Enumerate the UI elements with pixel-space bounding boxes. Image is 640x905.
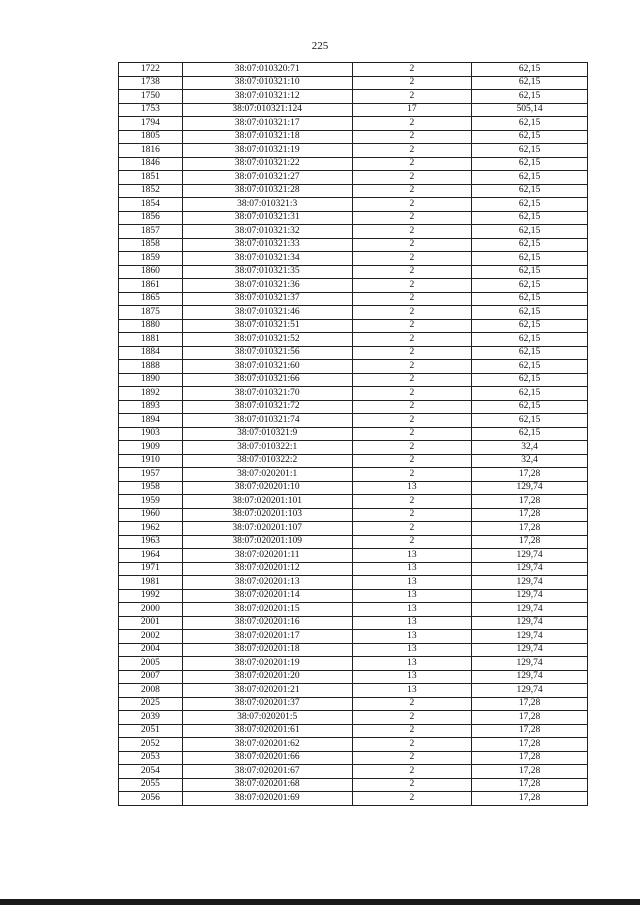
cadastral-number-cell: 38:07:010321:72 [182,400,352,414]
value-cell: 62,15 [472,171,588,185]
table-row [119,414,588,428]
table-row [119,616,588,630]
row-number-cell: 1957 [119,468,183,482]
row-number-cell: 1851 [119,171,183,185]
quantity-cell: 2 [352,522,472,536]
cadastral-number-cell: 38:07:020201:1 [182,468,352,482]
row-number-cell: 1910 [119,454,183,468]
value-cell: 129,74 [472,657,588,671]
cadastral-number-cell: 38:07:010321:28 [182,184,352,198]
table-row [119,279,588,293]
cadastral-number-cell: 38:07:020201:69 [182,792,352,806]
value-cell: 62,15 [472,333,588,347]
value-cell: 129,74 [472,562,588,576]
value-cell: 62,15 [472,144,588,158]
cadastral-number-cell: 38:07:020201:16 [182,616,352,630]
table-row [119,549,588,563]
quantity-cell: 2 [352,225,472,239]
value-cell: 17,28 [472,738,588,752]
cadastral-number-cell: 38:07:010321:46 [182,306,352,320]
value-cell: 62,15 [472,400,588,414]
cadastral-number-cell: 38:07:010321:34 [182,252,352,266]
quantity-cell: 2 [352,319,472,333]
value-cell: 17,28 [472,778,588,792]
table-row [119,603,588,617]
value-cell: 505,14 [472,103,588,117]
cadastral-number-cell: 38:07:010322:2 [182,454,352,468]
row-number-cell: 1880 [119,319,183,333]
cadastral-number-cell: 38:07:010321:66 [182,373,352,387]
quantity-cell: 2 [352,117,472,131]
row-number-cell: 1960 [119,508,183,522]
table-row [119,76,588,90]
value-cell: 62,15 [472,279,588,293]
table-row [119,130,588,144]
value-cell: 62,15 [472,306,588,320]
quantity-cell: 2 [352,468,472,482]
row-number-cell: 1816 [119,144,183,158]
value-cell: 62,15 [472,238,588,252]
value-cell: 62,15 [472,373,588,387]
quantity-cell: 13 [352,670,472,684]
table-row [119,252,588,266]
quantity-cell: 2 [352,751,472,765]
quantity-cell: 2 [352,697,472,711]
cadastral-number-cell: 38:07:020201:14 [182,589,352,603]
table-row [119,211,588,225]
quantity-cell: 2 [352,535,472,549]
quantity-cell: 2 [352,333,472,347]
table-row [119,711,588,725]
cadastral-number-cell: 38:07:010321:9 [182,427,352,441]
row-number-cell: 2007 [119,670,183,684]
row-number-cell: 1856 [119,211,183,225]
cadastral-number-cell: 38:07:010321:12 [182,90,352,104]
cadastral-number-cell: 38:07:020201:62 [182,738,352,752]
quantity-cell: 2 [352,738,472,752]
value-cell: 62,15 [472,63,588,77]
row-number-cell: 1892 [119,387,183,401]
row-number-cell: 1894 [119,414,183,428]
row-number-cell: 1861 [119,279,183,293]
table-row [119,441,588,455]
quantity-cell: 2 [352,441,472,455]
value-cell: 17,28 [472,508,588,522]
quantity-cell: 13 [352,603,472,617]
row-number-cell: 2004 [119,643,183,657]
quantity-cell: 2 [352,63,472,77]
table-row [119,751,588,765]
row-number-cell: 1750 [119,90,183,104]
row-number-cell: 2053 [119,751,183,765]
quantity-cell: 2 [352,144,472,158]
cadastral-number-cell: 38:07:010321:17 [182,117,352,131]
cadastral-number-cell: 38:07:010321:124 [182,103,352,117]
quantity-cell: 2 [352,265,472,279]
table-row [119,576,588,590]
value-cell: 62,15 [472,360,588,374]
table-row [119,400,588,414]
cadastral-number-cell: 38:07:020201:11 [182,549,352,563]
row-number-cell: 1909 [119,441,183,455]
table-row [119,63,588,77]
table-row [119,184,588,198]
table-row [119,225,588,239]
cadastral-number-cell: 38:07:010321:22 [182,157,352,171]
quantity-cell: 13 [352,630,472,644]
cadastral-number-cell: 38:07:010321:52 [182,333,352,347]
table-row [119,333,588,347]
table-row [119,468,588,482]
scan-bottom-edge [0,899,640,905]
quantity-cell: 13 [352,576,472,590]
row-number-cell: 1893 [119,400,183,414]
cadastral-number-cell: 38:07:010321:74 [182,414,352,428]
cadastral-number-cell: 38:07:010321:18 [182,130,352,144]
table-row [119,724,588,738]
value-cell: 62,15 [472,198,588,212]
value-cell: 17,28 [472,765,588,779]
table-row [119,454,588,468]
value-cell: 17,28 [472,724,588,738]
value-cell: 62,15 [472,319,588,333]
cadastral-number-cell: 38:07:020201:66 [182,751,352,765]
table-row [119,427,588,441]
table-row [119,157,588,171]
quantity-cell: 13 [352,589,472,603]
quantity-cell: 13 [352,549,472,563]
cadastral-number-cell: 38:07:020201:12 [182,562,352,576]
value-cell: 129,74 [472,670,588,684]
row-number-cell: 1958 [119,481,183,495]
page-number: 225 [311,40,329,52]
row-number-cell: 1959 [119,495,183,509]
quantity-cell: 2 [352,279,472,293]
row-number-cell: 1865 [119,292,183,306]
row-number-cell: 1722 [119,63,183,77]
cadastral-number-cell: 38:07:010321:33 [182,238,352,252]
row-number-cell: 1903 [119,427,183,441]
value-cell: 129,74 [472,684,588,698]
quantity-cell: 2 [352,711,472,725]
value-cell: 17,28 [472,495,588,509]
table-row [119,346,588,360]
row-number-cell: 1875 [119,306,183,320]
quantity-cell: 2 [352,157,472,171]
cadastral-number-cell: 38:07:020201:13 [182,576,352,590]
row-number-cell: 2000 [119,603,183,617]
quantity-cell: 13 [352,643,472,657]
cadastral-number-cell: 38:07:020201:61 [182,724,352,738]
quantity-cell: 13 [352,562,472,576]
quantity-cell: 2 [352,508,472,522]
quantity-cell: 2 [352,198,472,212]
table-row [119,103,588,117]
value-cell: 32,4 [472,454,588,468]
row-number-cell: 1884 [119,346,183,360]
quantity-cell: 13 [352,657,472,671]
table-row [119,171,588,185]
value-cell: 62,15 [472,225,588,239]
table-row [119,360,588,374]
table-row [119,292,588,306]
table-row [119,738,588,752]
row-number-cell: 2039 [119,711,183,725]
cadastral-number-cell: 38:07:020201:101 [182,495,352,509]
row-number-cell: 1888 [119,360,183,374]
cadastral-number-cell: 38:07:020201:107 [182,522,352,536]
row-number-cell: 1963 [119,535,183,549]
quantity-cell: 2 [352,171,472,185]
value-cell: 62,15 [472,414,588,428]
table-row [119,373,588,387]
row-number-cell: 2001 [119,616,183,630]
quantity-cell: 2 [352,765,472,779]
cadastral-number-cell: 38:07:020201:18 [182,643,352,657]
quantity-cell: 2 [352,400,472,414]
row-number-cell: 2005 [119,657,183,671]
table-row [119,792,588,806]
value-cell: 62,15 [472,117,588,131]
quantity-cell: 2 [352,90,472,104]
table-row [119,522,588,536]
quantity-cell: 13 [352,616,472,630]
quantity-cell: 2 [352,346,472,360]
quantity-cell: 2 [352,238,472,252]
table-row [119,778,588,792]
cadastral-number-cell: 38:07:020201:109 [182,535,352,549]
value-cell: 129,74 [472,643,588,657]
value-cell: 32,4 [472,441,588,455]
row-number-cell: 2025 [119,697,183,711]
quantity-cell: 2 [352,130,472,144]
cadastral-number-cell: 38:07:010321:60 [182,360,352,374]
cadastral-number-cell: 38:07:010321:36 [182,279,352,293]
value-cell: 62,15 [472,427,588,441]
table-row [119,765,588,779]
quantity-cell: 2 [352,184,472,198]
row-number-cell: 2051 [119,724,183,738]
quantity-cell: 2 [352,360,472,374]
cadastral-number-cell: 38:07:010321:37 [182,292,352,306]
table-row [119,697,588,711]
value-cell: 17,28 [472,535,588,549]
quantity-cell: 2 [352,792,472,806]
value-cell: 17,28 [472,792,588,806]
table-row [119,387,588,401]
cadastral-number-cell: 38:07:010321:10 [182,76,352,90]
table-row [119,238,588,252]
row-number-cell: 1981 [119,576,183,590]
quantity-cell: 2 [352,414,472,428]
cadastral-number-cell: 38:07:020201:21 [182,684,352,698]
cadastral-number-cell: 38:07:020201:17 [182,630,352,644]
value-cell: 17,28 [472,522,588,536]
table-row [119,144,588,158]
value-cell: 62,15 [472,265,588,279]
cadastral-number-cell: 38:07:010321:51 [182,319,352,333]
value-cell: 129,74 [472,630,588,644]
value-cell: 129,74 [472,603,588,617]
table-row [119,508,588,522]
table-row [119,657,588,671]
cadastral-number-cell: 38:07:020201:103 [182,508,352,522]
table-row [119,117,588,131]
row-number-cell: 1753 [119,103,183,117]
value-cell: 129,74 [472,589,588,603]
quantity-cell: 2 [352,211,472,225]
cadastral-number-cell: 38:07:010321:19 [182,144,352,158]
value-cell: 62,15 [472,211,588,225]
row-number-cell: 1794 [119,117,183,131]
row-number-cell: 1971 [119,562,183,576]
row-number-cell: 2054 [119,765,183,779]
row-number-cell: 1858 [119,238,183,252]
row-number-cell: 1805 [119,130,183,144]
registry-table [118,62,588,806]
quantity-cell: 2 [352,495,472,509]
cadastral-number-cell: 38:07:020201:37 [182,697,352,711]
value-cell: 62,15 [472,76,588,90]
value-cell: 62,15 [472,387,588,401]
value-cell: 62,15 [472,252,588,266]
cadastral-number-cell: 38:07:010322:1 [182,441,352,455]
cadastral-number-cell: 38:07:020201:5 [182,711,352,725]
row-number-cell: 1992 [119,589,183,603]
value-cell: 129,74 [472,481,588,495]
quantity-cell: 13 [352,481,472,495]
row-number-cell: 2052 [119,738,183,752]
table-row [119,481,588,495]
value-cell: 62,15 [472,130,588,144]
cadastral-number-cell: 38:07:010321:31 [182,211,352,225]
cadastral-number-cell: 38:07:020201:19 [182,657,352,671]
row-number-cell: 1857 [119,225,183,239]
table-row [119,643,588,657]
value-cell: 17,28 [472,711,588,725]
quantity-cell: 2 [352,454,472,468]
cadastral-number-cell: 38:07:010321:35 [182,265,352,279]
value-cell: 129,74 [472,616,588,630]
cadastral-number-cell: 38:07:020201:10 [182,481,352,495]
row-number-cell: 2008 [119,684,183,698]
table-row [119,630,588,644]
quantity-cell: 2 [352,373,472,387]
quantity-cell: 2 [352,427,472,441]
row-number-cell: 1890 [119,373,183,387]
value-cell: 62,15 [472,184,588,198]
cadastral-number-cell: 38:07:010321:70 [182,387,352,401]
cadastral-number-cell: 38:07:010321:3 [182,198,352,212]
row-number-cell: 1846 [119,157,183,171]
row-number-cell: 1854 [119,198,183,212]
row-number-cell: 2002 [119,630,183,644]
cadastral-number-cell: 38:07:020201:68 [182,778,352,792]
cadastral-number-cell: 38:07:010321:27 [182,171,352,185]
quantity-cell: 2 [352,387,472,401]
value-cell: 62,15 [472,346,588,360]
value-cell: 17,28 [472,468,588,482]
table-row [119,198,588,212]
cadastral-number-cell: 38:07:020201:15 [182,603,352,617]
row-number-cell: 1964 [119,549,183,563]
cadastral-number-cell: 38:07:020201:20 [182,670,352,684]
cadastral-number-cell: 38:07:020201:67 [182,765,352,779]
value-cell: 62,15 [472,90,588,104]
table-row [119,306,588,320]
value-cell: 17,28 [472,751,588,765]
row-number-cell: 1881 [119,333,183,347]
cadastral-number-cell: 38:07:010321:56 [182,346,352,360]
table-row [119,495,588,509]
row-number-cell: 1859 [119,252,183,266]
value-cell: 129,74 [472,576,588,590]
cadastral-number-cell: 38:07:010321:32 [182,225,352,239]
table-row [119,535,588,549]
row-number-cell: 2056 [119,792,183,806]
quantity-cell: 17 [352,103,472,117]
quantity-cell: 2 [352,306,472,320]
table-row [119,265,588,279]
quantity-cell: 2 [352,76,472,90]
value-cell: 17,28 [472,697,588,711]
quantity-cell: 2 [352,778,472,792]
table-row [119,670,588,684]
table-row [119,319,588,333]
row-number-cell: 1962 [119,522,183,536]
row-number-cell: 1738 [119,76,183,90]
table-row [119,589,588,603]
cadastral-number-cell: 38:07:010320:71 [182,63,352,77]
row-number-cell: 2055 [119,778,183,792]
value-cell: 62,15 [472,292,588,306]
table-row [119,90,588,104]
quantity-cell: 2 [352,292,472,306]
table-row [119,562,588,576]
row-number-cell: 1860 [119,265,183,279]
value-cell: 62,15 [472,157,588,171]
row-number-cell: 1852 [119,184,183,198]
registry-table-body [119,63,588,806]
quantity-cell: 2 [352,252,472,266]
quantity-cell: 13 [352,684,472,698]
value-cell: 129,74 [472,549,588,563]
quantity-cell: 2 [352,724,472,738]
table-row [119,684,588,698]
